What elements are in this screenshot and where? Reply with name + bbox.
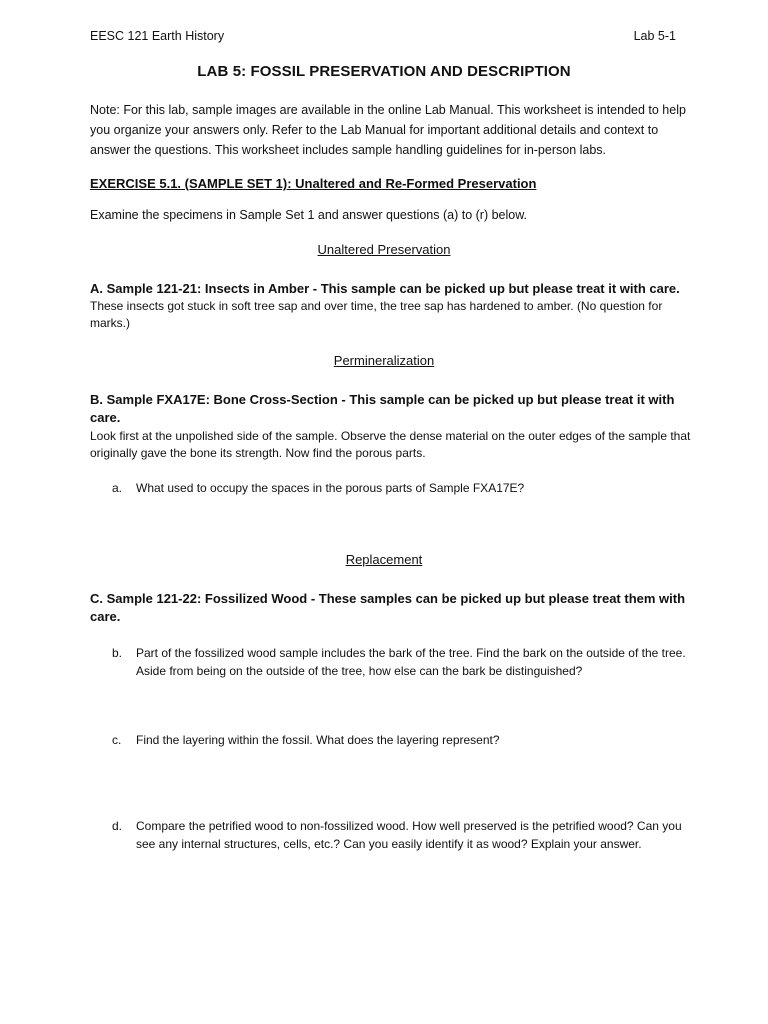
page-title: LAB 5: FOSSIL PRESERVATION AND DESCRIPTION — [197, 63, 571, 80]
sample-b-text: Look first at the unpolished side of the sample. Observe the dense material on the outer edges of the sample that originally gave the bone its strength. Now find the porous parts. — [90, 429, 691, 460]
question-b-letter: b. — [112, 646, 123, 660]
section-replacement: Replacement — [345, 552, 423, 567]
exercise-heading: EXERCISE 5.1. (SAMPLE SET 1): Unaltered and Re-Formed Preservation — [90, 176, 537, 191]
section-permineralization: Permineralization — [333, 353, 435, 368]
question-c-text: Find the layering within the fossil. What does the layering represent? — [136, 733, 500, 747]
sample-a-heading: A. Sample 121-21: Insects in Amber - This sample can be picked up but please treat it with care. — [90, 281, 680, 296]
question-b-text: Part of the fossilized wood sample includes the bark of the tree. Find the bark on the outside of the tree. Aside from being on the outside of the tree, how else can the bark be distinguished? — [136, 646, 686, 678]
question-a-text: What used to occupy the spaces in the porous parts of Sample FXA17E? — [136, 481, 525, 495]
sample-a-text: These insects got stuck in soft tree sap and over time, the tree sap has hardened to amber. (No question for marks.) — [90, 299, 663, 330]
course-header: EESC 121 Earth History — [90, 29, 225, 43]
question-c-letter: c. — [112, 733, 122, 747]
exercise-instructions: Examine the specimens in Sample Set 1 and answer questions (a) to (r) below. — [90, 208, 528, 222]
section-unaltered-preservation: Unaltered Preservation — [317, 242, 451, 257]
page-label: Lab 5-1 — [633, 29, 676, 43]
sample-c-heading: C. Sample 121-22: Fossilized Wood - These samples can be picked up but please treat them with care. — [90, 591, 686, 624]
sample-b-heading: B. Sample FXA17E: Bone Cross-Section - This sample can be picked up but please treat it with care. — [90, 392, 675, 425]
question-d-text: Compare the petrified wood to non-fossilized wood. How well preserved is the petrified wood? Can you see any internal structures, cells, etc.? Can you easily identify it as wood? Explain your answer. — [136, 819, 682, 851]
note-paragraph: Note: For this lab, sample images are available in the online Lab Manual. This worksheet is intended to help you organize your answers only. Refer to the Lab Manual for important additional details and context to answer the questions. This worksheet includes sample handling guidelines for in-person labs. — [90, 103, 686, 157]
question-a-letter: a. — [112, 481, 123, 495]
question-d-letter: d. — [112, 819, 123, 833]
